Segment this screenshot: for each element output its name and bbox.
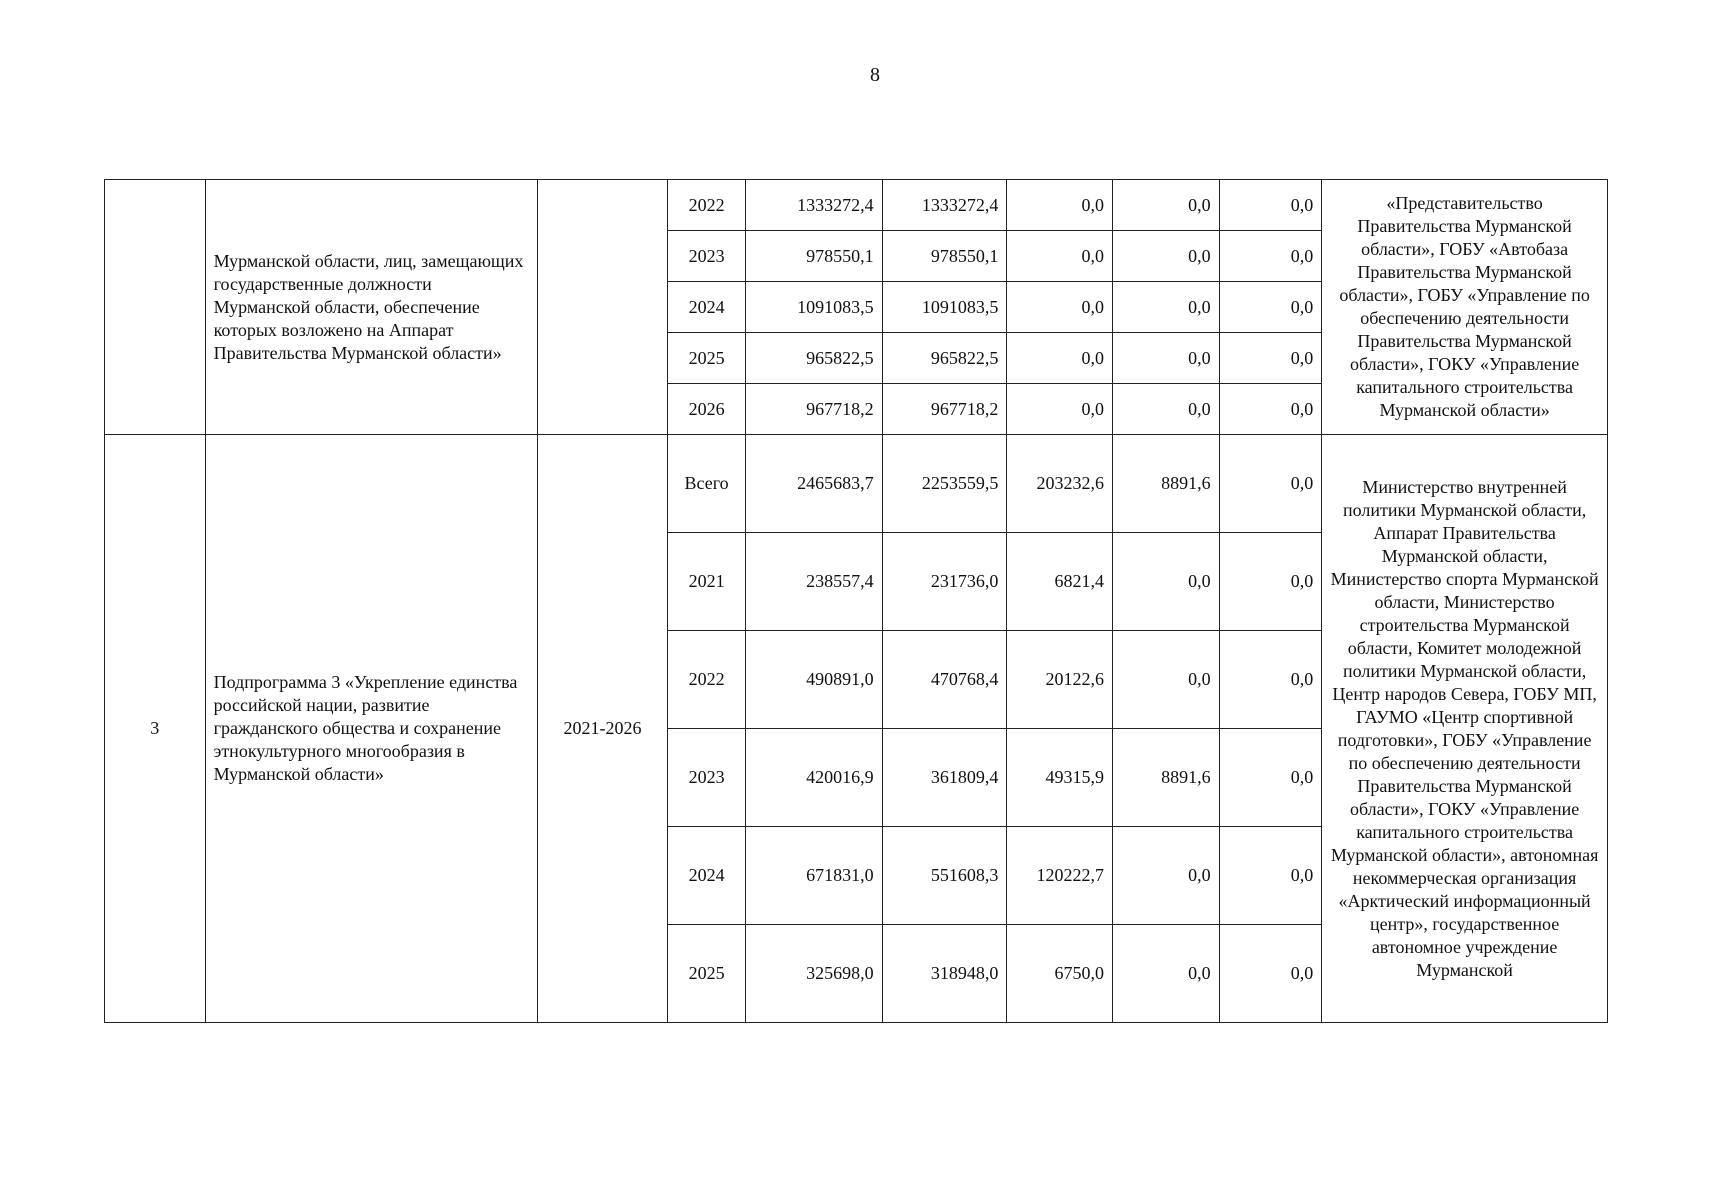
year-cell: 2025 (668, 925, 745, 1023)
year-cell: 2024 (668, 282, 745, 333)
federal-budget-cell: 0,0 (1007, 282, 1113, 333)
executors-cell: Министерство внутренней политики Мурманской области, Аппарат Правительства Мурманской области, Министерство спорта Мурманской области, Министерство строительства Мурманской области, Комитет молодежной политики Мурманской области, Центр народов Севера, ГОБУ МП, ГАУМО «Центр спортивной подготовки», ГОБУ «Управление по обеспечению деятельности Правительства Мурманской области», ГОКУ «Управление капитального строительства Мурманской области», автономная некоммерческая организация «Арктический информационный центр», государственное автономное учреждение Мурманской (1322, 435, 1608, 1023)
other-sources-cell: 0,0 (1219, 180, 1322, 231)
other-sources-cell: 0,0 (1219, 231, 1322, 282)
local-budget-cell: 0,0 (1112, 282, 1219, 333)
total-cell: 1091083,5 (745, 282, 882, 333)
federal-budget-cell: 0,0 (1007, 384, 1113, 435)
regional-budget-cell: 470768,4 (882, 631, 1007, 729)
period-cell (537, 180, 668, 435)
local-budget-cell: 8891,6 (1112, 729, 1219, 827)
local-budget-cell: 0,0 (1112, 180, 1219, 231)
federal-budget-cell: 6821,4 (1007, 533, 1113, 631)
period-cell: 2021-2026 (537, 435, 668, 1023)
program-name-cell: Мурманской области, лиц, замещающих государственные должности Мурманской области, обеспечение которых возложено на Аппарат Правительства Мурманской области» (205, 180, 537, 435)
program-name-cell: Подпрограмма 3 «Укрепление единства российской нации, развитие гражданского общества и сохранение этнокультурного многообразия в Мурманской области» (205, 435, 537, 1023)
regional-budget-cell: 1333272,4 (882, 180, 1007, 231)
other-sources-cell: 0,0 (1219, 435, 1322, 533)
total-cell: 671831,0 (745, 827, 882, 925)
regional-budget-cell: 231736,0 (882, 533, 1007, 631)
local-budget-cell: 0,0 (1112, 231, 1219, 282)
total-cell: 490891,0 (745, 631, 882, 729)
federal-budget-cell: 49315,9 (1007, 729, 1113, 827)
year-cell: 2022 (668, 180, 745, 231)
federal-budget-cell: 20122,6 (1007, 631, 1113, 729)
regional-budget-cell: 361809,4 (882, 729, 1007, 827)
other-sources-cell: 0,0 (1219, 729, 1322, 827)
executors-cell: «Представительство Правительства Мурманской области», ГОБУ «Автобаза Правительства Мурманской области», ГОБУ «Управление по обеспечению деятельности Правительства Мурманской области», ГОКУ «Управление капитального строительства Мурманской области» (1322, 180, 1608, 435)
year-cell: Всего (668, 435, 745, 533)
federal-budget-cell: 0,0 (1007, 333, 1113, 384)
year-cell: 2021 (668, 533, 745, 631)
federal-budget-cell: 6750,0 (1007, 925, 1113, 1023)
total-cell: 965822,5 (745, 333, 882, 384)
year-cell: 2025 (668, 333, 745, 384)
regional-budget-cell: 2253559,5 (882, 435, 1007, 533)
local-budget-cell: 0,0 (1112, 384, 1219, 435)
year-cell: 2023 (668, 231, 745, 282)
federal-budget-cell: 0,0 (1007, 231, 1113, 282)
federal-budget-cell: 120222,7 (1007, 827, 1113, 925)
year-cell: 2024 (668, 827, 745, 925)
other-sources-cell: 0,0 (1219, 282, 1322, 333)
total-cell: 325698,0 (745, 925, 882, 1023)
total-cell: 238557,4 (745, 533, 882, 631)
total-cell: 967718,2 (745, 384, 882, 435)
page-number: 8 (870, 64, 880, 86)
total-cell: 978550,1 (745, 231, 882, 282)
regional-budget-cell: 978550,1 (882, 231, 1007, 282)
regional-budget-cell: 965822,5 (882, 333, 1007, 384)
federal-budget-cell: 0,0 (1007, 180, 1113, 231)
year-cell: 2022 (668, 631, 745, 729)
local-budget-cell: 0,0 (1112, 333, 1219, 384)
regional-budget-cell: 318948,0 (882, 925, 1007, 1023)
regional-budget-cell: 1091083,5 (882, 282, 1007, 333)
total-cell: 2465683,7 (745, 435, 882, 533)
row-number-cell (105, 180, 206, 435)
row-number-cell: 3 (105, 435, 206, 1023)
table-row (105, 180, 1608, 231)
budget-table (104, 179, 1608, 1023)
local-budget-cell: 0,0 (1112, 925, 1219, 1023)
regional-budget-cell: 551608,3 (882, 827, 1007, 925)
regional-budget-cell: 967718,2 (882, 384, 1007, 435)
federal-budget-cell: 203232,6 (1007, 435, 1113, 533)
other-sources-cell: 0,0 (1219, 925, 1322, 1023)
total-cell: 420016,9 (745, 729, 882, 827)
table-row (105, 435, 1608, 533)
local-budget-cell: 0,0 (1112, 827, 1219, 925)
total-cell: 1333272,4 (745, 180, 882, 231)
other-sources-cell: 0,0 (1219, 333, 1322, 384)
other-sources-cell: 0,0 (1219, 533, 1322, 631)
local-budget-cell: 8891,6 (1112, 435, 1219, 533)
year-cell: 2023 (668, 729, 745, 827)
other-sources-cell: 0,0 (1219, 384, 1322, 435)
other-sources-cell: 0,0 (1219, 631, 1322, 729)
local-budget-cell: 0,0 (1112, 533, 1219, 631)
local-budget-cell: 0,0 (1112, 631, 1219, 729)
other-sources-cell: 0,0 (1219, 827, 1322, 925)
year-cell: 2026 (668, 384, 745, 435)
